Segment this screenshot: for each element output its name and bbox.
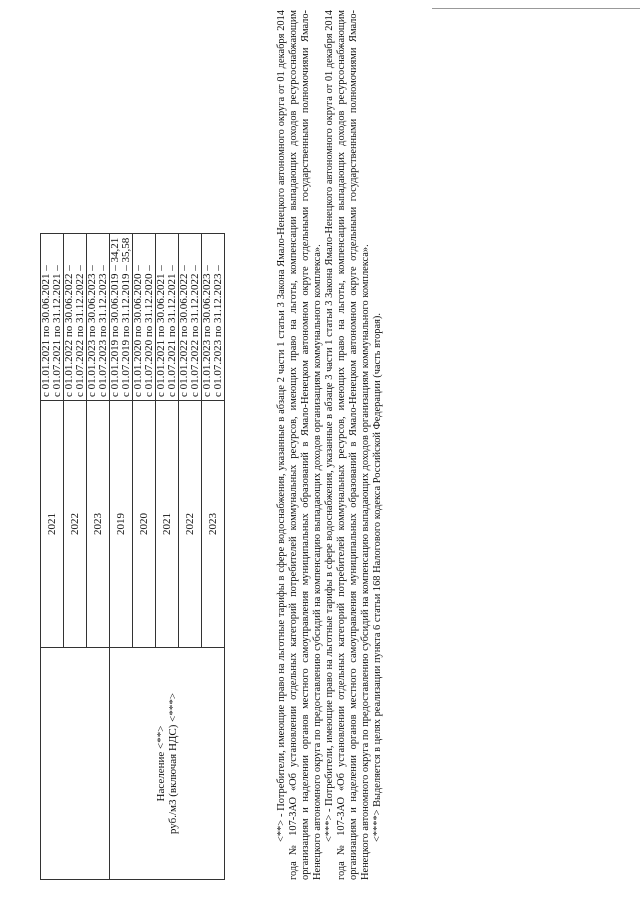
period-line: с 01.01.2021 по 30.06.2021 – bbox=[155, 265, 167, 397]
period-line: с 01.01.2021 по 30.06.2021 – bbox=[40, 265, 52, 397]
category-label: Население <**> bbox=[154, 725, 167, 802]
period-line: с 01.01.2020 по 30.06.2020 – bbox=[132, 265, 144, 397]
period-cell bbox=[110, 234, 133, 401]
table-row bbox=[110, 234, 133, 880]
period-line: с 01.07.2019 по 31.12.2019 – 35,58 bbox=[120, 237, 132, 397]
footnotes bbox=[276, 10, 384, 880]
period-cell bbox=[64, 234, 87, 401]
period-line: с 01.01.2022 по 30.06.2022 – bbox=[63, 265, 75, 397]
footnote-3: <***> - Потребители, имеющие право на льготные тарифы в сфере водоснабжения, указанные в абзаце 3 части 1 статьи 3 Закона Ямало-Ненецкого автономного округа от 01 декабря 2014 года № 107-ЗАО «Об установлении отдельных категорий потребителей коммунальных ресурсов, имеющих право на льготы, компенсации выпадающих доходов ресурсоснабжающим организациям и наделении органов местного самоуправления муниципальных образований в Ямало-Ненецком автономном округе отдельными государственными полномочиями Ямало-Ненецкого автономного округа по предоставлению субсидий на компенсацию выпадающих доходов организациям коммунального комплекса». bbox=[324, 10, 371, 880]
year-cell: 2021 bbox=[156, 401, 179, 648]
period-line: с 01.07.2022 по 31.12.2022 – bbox=[189, 265, 201, 397]
year-cell: 2023 bbox=[87, 401, 110, 648]
period-cell bbox=[87, 234, 110, 401]
footnote-4: <****> Выделяется в целях реализации пункта 6 статьи 168 Налогового кодекса Российской Федерации (часть вторая). bbox=[372, 313, 383, 842]
year-cell: 2019 bbox=[110, 401, 133, 648]
period-cell bbox=[156, 234, 179, 401]
period-line: с 01.01.2023 по 30.06.2023 – bbox=[201, 265, 213, 397]
period-line: с 01.07.2022 по 31.12.2022 – bbox=[74, 265, 86, 397]
year-cell: 2021 bbox=[41, 401, 64, 648]
period-line: с 01.07.2021 по 31.12.2021 – bbox=[51, 265, 63, 397]
unit-label: руб./м3 (включая НДС) <***> bbox=[167, 692, 179, 835]
rotated-page bbox=[40, 10, 600, 880]
year-cell: 2023 bbox=[202, 401, 225, 648]
top-rule bbox=[432, 8, 640, 9]
period-line: с 01.01.2019 по 30.06.2019 – 34,21 bbox=[109, 237, 121, 397]
period-cell bbox=[133, 234, 156, 401]
category-cell-empty bbox=[41, 648, 110, 880]
year-cell: 2022 bbox=[64, 401, 87, 648]
period-line: с 01.07.2023 по 31.12.2023 – bbox=[212, 265, 224, 397]
footnote-2: <**> - Потребители, имеющие право на льготные тарифы в сфере водоснабжения, указанные в абзаце 2 части 1 статьи 3 Закона Ямало-Ненецкого автономного округа от 01 декабря 2014 года № 107-ЗАО «Об установлении отдельных категорий потребителей коммунальных ресурсов, имеющих право на льготы, компенсации выпадающих доходов ресурсоснабжающим организациям и наделении органов местного самоуправления муниципальных образований в Ямало-Ненецком автономном округе отдельными государственными полномочиями Ямало-Ненецкого автономного округа по предоставлению субсидий на компенсацию выпадающих доходов организациям коммунального комплекса». bbox=[276, 10, 323, 880]
year-cell: 2020 bbox=[133, 401, 156, 648]
period-line: с 01.07.2020 по 31.12.2020 – bbox=[143, 265, 155, 397]
table-row bbox=[41, 234, 64, 880]
period-line: с 01.07.2023 по 31.12.2023 – bbox=[97, 265, 109, 397]
period-line: с 01.01.2023 по 30.06.2023 – bbox=[86, 265, 98, 397]
tariff-table bbox=[40, 233, 225, 880]
period-line: с 01.01.2022 по 30.06.2022 – bbox=[178, 265, 190, 397]
period-cell bbox=[41, 234, 64, 401]
period-cell bbox=[202, 234, 225, 401]
category-cell bbox=[110, 648, 225, 880]
period-line: с 01.07.2021 по 31.12.2021 – bbox=[166, 265, 178, 397]
year-cell: 2022 bbox=[179, 401, 202, 648]
period-cell bbox=[179, 234, 202, 401]
